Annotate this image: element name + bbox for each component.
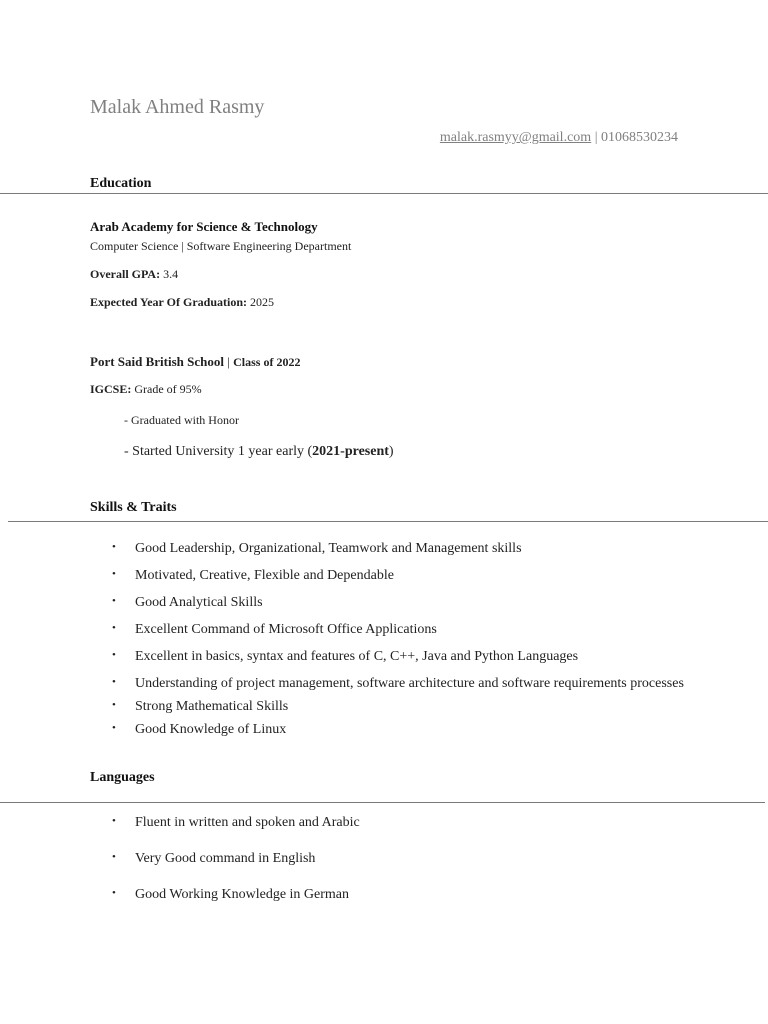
gpa-value: 3.4 (163, 267, 179, 281)
university-name: Arab Academy for Science & Technology (90, 219, 318, 234)
graduation-line (90, 295, 274, 310)
resume-page: Malak Ahmed Rasmy malak.rasmyy@gmail.com | 01068530234 Education Arab Academy for Science & Technology Computer Science | Software Engineering Department Overall GPA: 3.4 Expected Year Of Graduation: 2025 Port Said British School | Class of 2022 IGCSE: Grade of 95% - Graduated with Honor - Started University 1 year early (2021-present) Skills & Traits • Good Leadership, Organizational, Teamwork and Management skills • Motivated, Creative, Flexible and Dependable • Good Analytical Skills • Excellent Command of Microsoft Office Applications • Excellent in basics, syntax and features of C, C++, Java and Python Languages • Understanding of project management, software architecture and software requirements processes • Strong Mathematical Skills • Good Knowledge of Linux Languages • Fluent in written and spoken and Arabic • Very Good command in English • Good Working Knowledge in German (0, 0, 768, 1024)
bullet-icon: • (112, 649, 116, 661)
languages-heading: Languages (90, 770, 155, 785)
bullet-icon: • (112, 568, 116, 580)
school-line (90, 354, 300, 370)
bullet-icon: • (112, 541, 116, 553)
education-divider (0, 193, 768, 194)
email-link[interactable]: malak.rasmyy@gmail.com (439, 130, 592, 145)
bullet-icon: • (112, 851, 116, 863)
skills-divider (8, 521, 768, 522)
graduation-label: Expected Year Of Graduation: (90, 295, 247, 309)
contact-line (440, 130, 678, 146)
school-class: Class of 2022 (233, 355, 301, 369)
igcse-line (90, 382, 202, 397)
gpa-label: Overall GPA: (90, 267, 161, 281)
bullet-icon: • (112, 699, 116, 711)
skills-heading: Skills & Traits (90, 500, 177, 515)
school-name: Port Said British School (90, 354, 224, 369)
school-note-early-suffix: ) (388, 444, 394, 459)
phone-number: 01068530234 (601, 130, 678, 145)
education-heading: Education (90, 176, 152, 191)
igcse-value: Grade of 95% (134, 382, 202, 396)
graduation-value: 2025 (250, 295, 274, 309)
igcse-label: IGCSE: (90, 382, 132, 396)
school-note-honor: - Graduated with Honor (124, 413, 239, 427)
school-note-early-years: 2021-present (312, 444, 389, 459)
resume-name: Malak Ahmed Rasmy (90, 96, 265, 118)
bullet-icon: • (112, 622, 116, 634)
bullet-icon: • (112, 722, 116, 734)
school-note-early-prefix: - Started University 1 year early ( (124, 444, 313, 459)
languages-divider (0, 802, 765, 803)
bullet-icon: • (112, 815, 116, 827)
school-separator: | (224, 354, 234, 369)
school-note-early (124, 444, 394, 460)
university-program: Computer Science | Software Engineering Department (90, 239, 352, 253)
contact-separator: | (591, 130, 601, 145)
bullet-icon: • (112, 676, 116, 688)
gpa-line (90, 267, 178, 282)
bullet-icon: • (112, 595, 116, 607)
bullet-icon: • (112, 887, 116, 899)
